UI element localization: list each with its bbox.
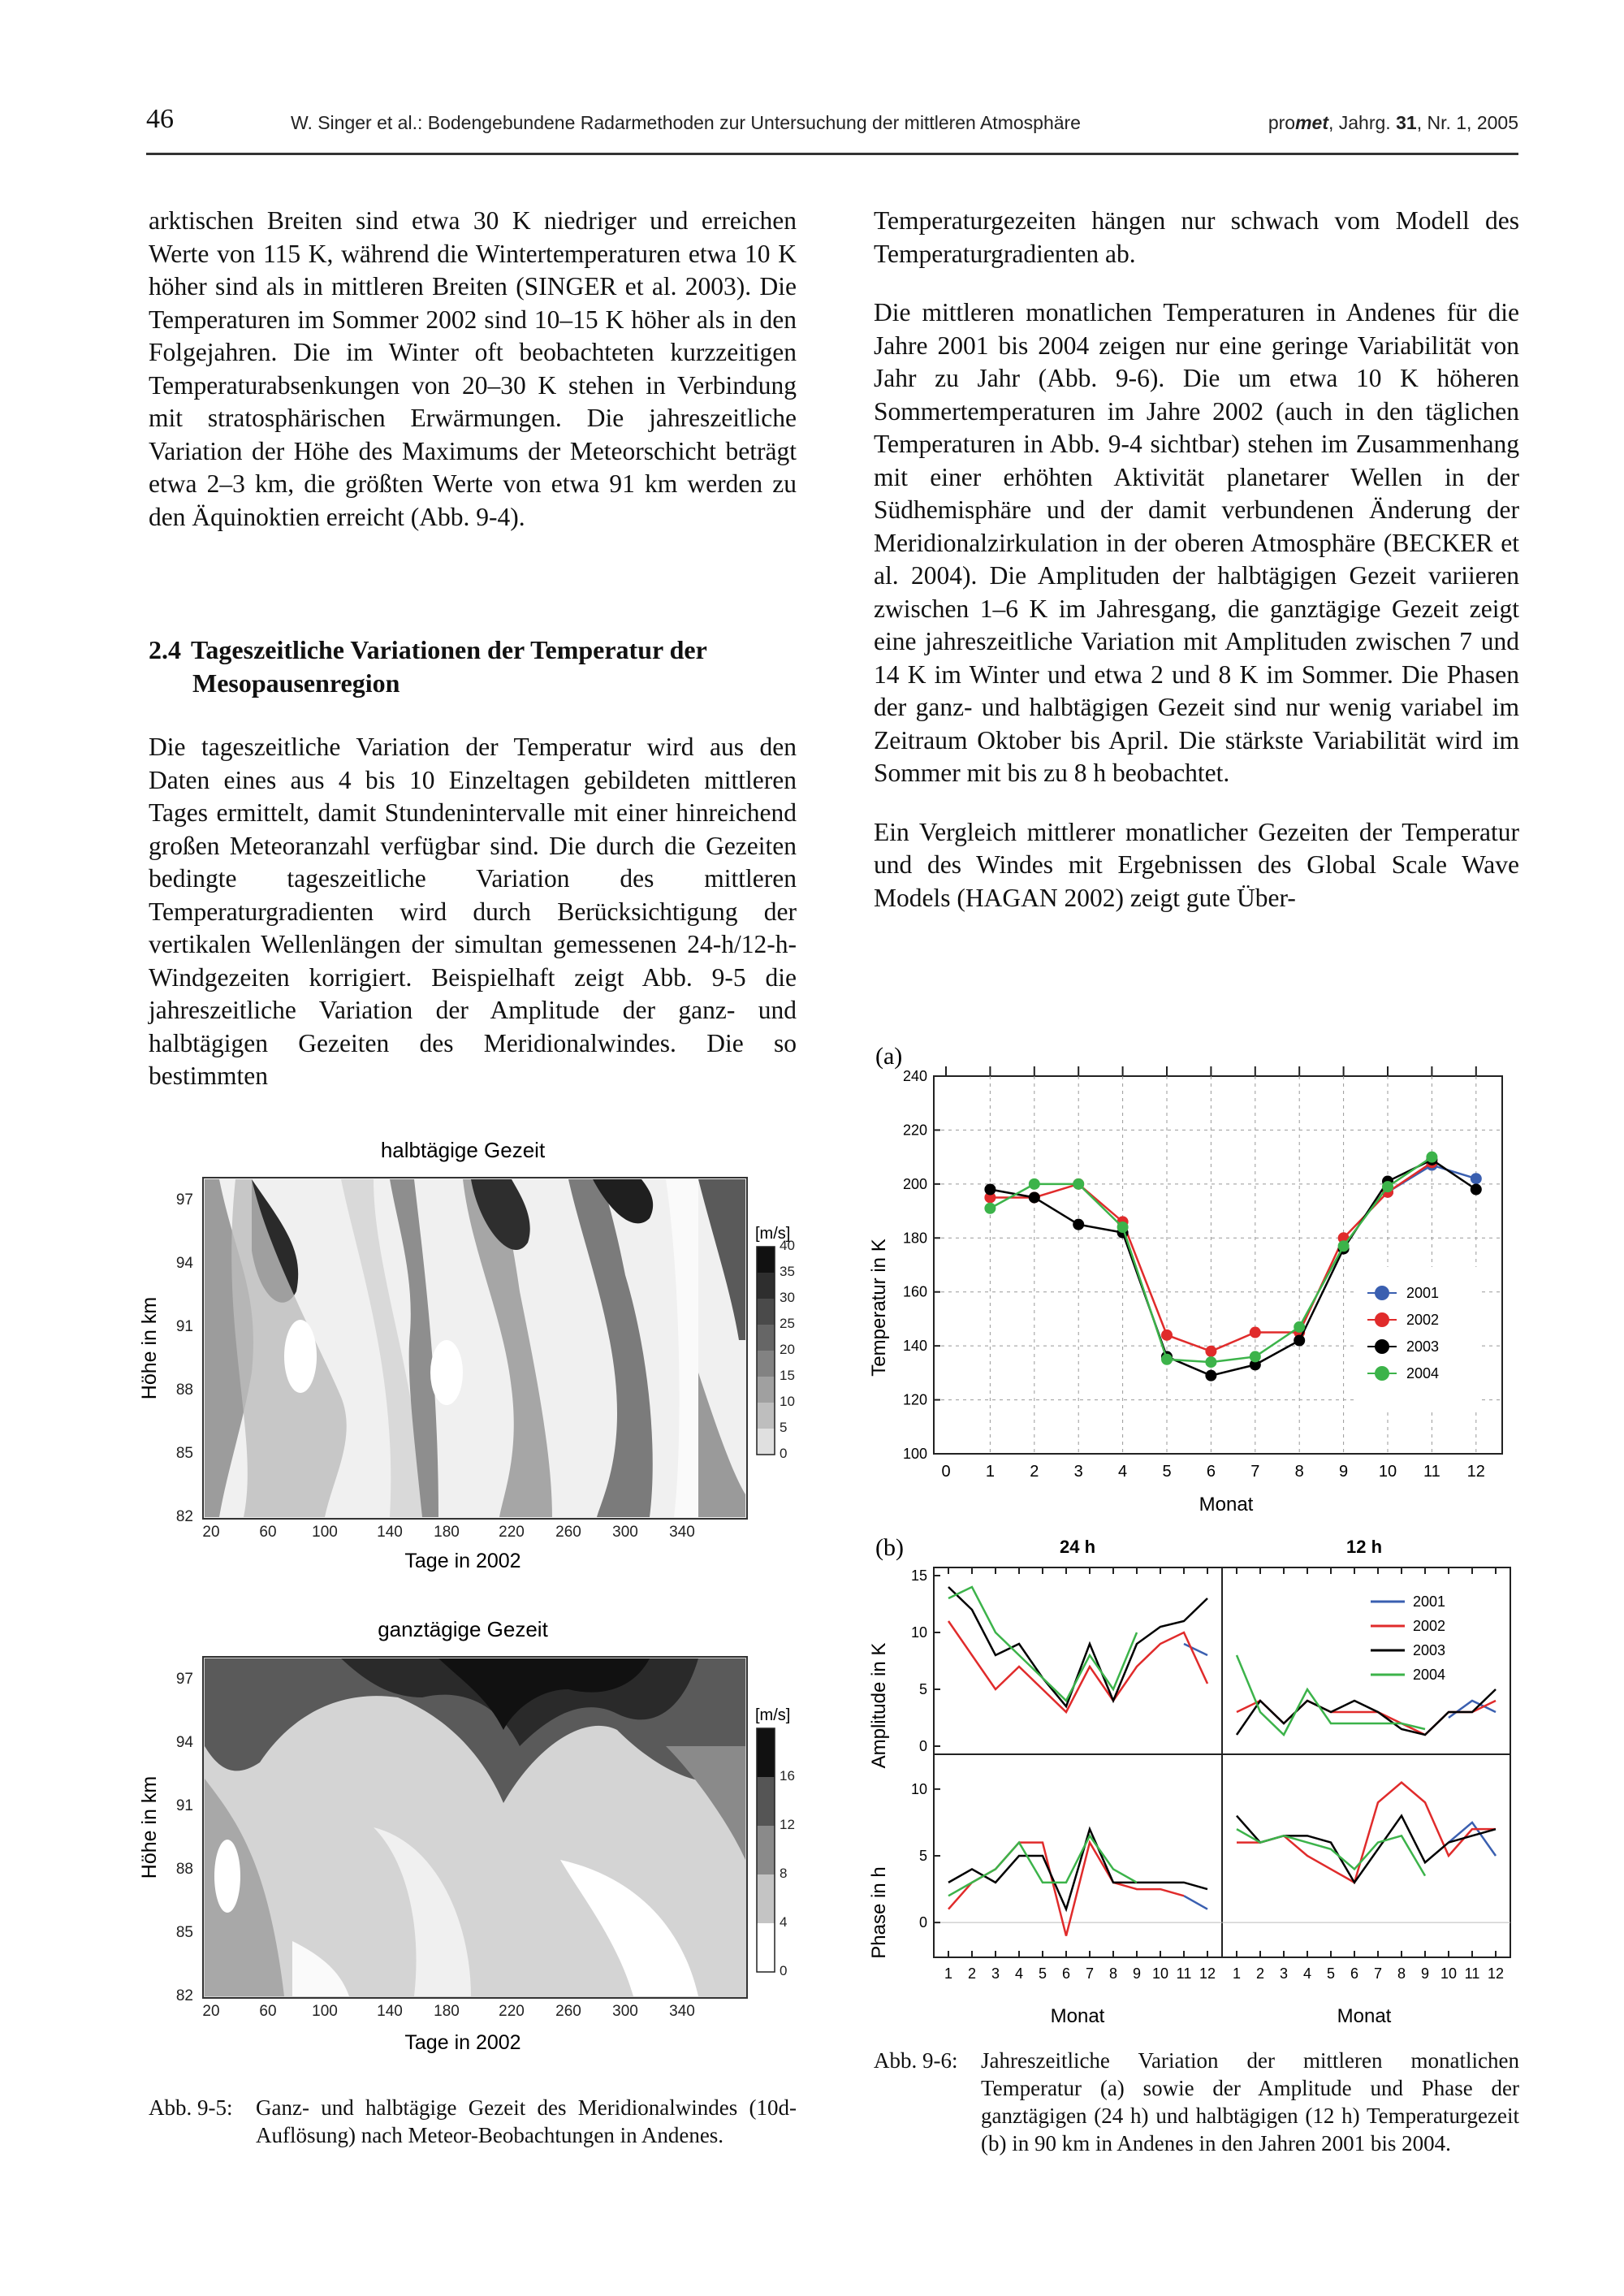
panel-a-ytick: 180 bbox=[902, 1230, 927, 1247]
panel-a-xtick: 11 bbox=[1423, 1463, 1440, 1481]
panel-b-ytick: 0 bbox=[918, 1914, 927, 1931]
page-header bbox=[146, 104, 1518, 155]
right-paragraph-2: Die mittleren monatlichen Temperaturen in Andenes für die Jahre 2001 bis 2004 zeigen nur eine geringe Variabilität von Jahr zu Jahr (Abb. 9-6). Die um etwa 10 K höheren Sommertemperaturen im Jahre 2002 (auch in den täglichen Temperaturen in Abb. 9-4 sichtbar) stehen im Zusammenhang mit einer erhöhten Aktivität planetarer Wellen in der Südhemisphäre und der damit verbundenen Änderung der Meridionalzirkulation in der oberen Atmosphäre (BECKER et al. 2004). Die Amplituden der halbtägigen Gezeit variieren zwischen 1–6 K im Jahresgang, die ganztägige Gezeit zeigt eine jahreszeitliche Variation mit Amplituden zwischen 7 und 14 K im Winter und etwa 2 und 8 K im Sommer. Die Phasen der ganz- und halbtägigen Gezeit sind nur wenig variabel im Zeitraum Oktober bis April. Die stärkste Variabilität wird im Sommer mit bis zu 8 h beobachtet. bbox=[874, 298, 1519, 787]
contour-top-xlabel: Tage in 2002 bbox=[404, 1550, 521, 1572]
series-2003-point bbox=[1294, 1335, 1305, 1347]
journal-info: promet, Jahrg. 31, Nr. 1, 2005 bbox=[1268, 112, 1518, 133]
panel-b-phase-ylabel: Phase in h bbox=[868, 1866, 890, 1959]
panel-a-legend bbox=[1358, 1267, 1479, 1409]
svg-text:85: 85 bbox=[175, 1924, 193, 1941]
series-2003-point bbox=[1471, 1184, 1482, 1196]
panel-b-xtick: 9 bbox=[1420, 1965, 1430, 1982]
series-2004-point bbox=[1029, 1178, 1040, 1190]
panel-a-xtick: 0 bbox=[941, 1463, 951, 1481]
series-2003-line bbox=[1237, 1816, 1496, 1883]
series-2004-point bbox=[984, 1203, 996, 1214]
series-2004-point bbox=[1073, 1178, 1084, 1190]
panel-a-ytick: 160 bbox=[902, 1283, 927, 1300]
panel-a-xtick: 3 bbox=[1073, 1463, 1083, 1481]
svg-text:97: 97 bbox=[175, 1191, 193, 1209]
panel-b-xlabel-left: Monat bbox=[1050, 2005, 1105, 2027]
panel-b-xtick: 3 bbox=[1279, 1965, 1289, 1982]
panel-a-ylabel: Temperatur in K bbox=[868, 1239, 890, 1377]
caption-9-5-label: Abb. 9-5: bbox=[149, 2095, 233, 2120]
panel-b-amp-ylabel: Amplitude in K bbox=[868, 1642, 890, 1769]
svg-text:2004: 2004 bbox=[1413, 1667, 1446, 1683]
panel-b-xtick: 7 bbox=[1085, 1965, 1095, 1982]
panel-b-ytick: 0 bbox=[918, 1738, 927, 1754]
series-2002-point bbox=[1205, 1346, 1216, 1357]
series-2004-line bbox=[948, 1587, 1137, 1701]
series-2004-point bbox=[1161, 1354, 1173, 1365]
svg-text:300: 300 bbox=[612, 1524, 638, 1541]
panel-a-xtick: 4 bbox=[1118, 1463, 1128, 1481]
panel-b-xtick: 5 bbox=[1326, 1965, 1336, 1982]
panel-b-xtick: 1 bbox=[944, 1965, 953, 1982]
series-2003-line bbox=[948, 1829, 1207, 1909]
panel-a-xtick: 5 bbox=[1162, 1463, 1172, 1481]
series-2004-point bbox=[1117, 1222, 1129, 1233]
contour-top-colorbar bbox=[755, 1225, 795, 1461]
panel-b-ytick: 15 bbox=[910, 1567, 927, 1584]
svg-text:97: 97 bbox=[175, 1671, 193, 1688]
figure-9-5-svg bbox=[130, 1129, 812, 2063]
section-title-line2: Mesopausenregion bbox=[192, 668, 400, 698]
series-2002-point bbox=[1250, 1327, 1261, 1338]
svg-text:30: 30 bbox=[780, 1290, 795, 1305]
series-2003-point bbox=[984, 1184, 996, 1196]
contour-bottom-xlabel: Tage in 2002 bbox=[404, 2031, 521, 2054]
svg-text:2002: 2002 bbox=[1413, 1618, 1446, 1634]
svg-text:5: 5 bbox=[780, 1420, 788, 1435]
panel-b-24h-title: 24 h bbox=[1059, 1537, 1096, 1557]
svg-text:260: 260 bbox=[555, 1524, 581, 1541]
figure-9-6 bbox=[861, 1040, 1527, 2030]
section-number: 2.4 bbox=[149, 635, 181, 664]
panel-b-xtick: 11 bbox=[1176, 1965, 1192, 1982]
series-2001-line bbox=[1184, 1896, 1207, 1909]
contour-top bbox=[138, 1138, 795, 1572]
panel-b-xtick: 10 bbox=[1440, 1965, 1458, 1982]
svg-text:20: 20 bbox=[202, 1524, 220, 1541]
panel-a-xtick: 9 bbox=[1339, 1463, 1349, 1481]
svg-text:20: 20 bbox=[202, 2003, 220, 2020]
panel-b-xtick: 6 bbox=[1061, 1965, 1071, 1982]
page-number: 46 bbox=[146, 104, 174, 134]
legend-a-2004-marker bbox=[1375, 1366, 1389, 1381]
panel-b-12h-title: 12 h bbox=[1345, 1537, 1383, 1557]
svg-text:82: 82 bbox=[175, 1987, 193, 2004]
section-title-line1: Tageszeitliche Variationen der Temperatur der bbox=[191, 635, 707, 664]
panel-b-ytick: 10 bbox=[910, 1780, 927, 1797]
svg-text:85: 85 bbox=[175, 1445, 193, 1462]
series-2004-point bbox=[1426, 1152, 1437, 1163]
contour-bottom-title: ganztägige Gezeit bbox=[378, 1617, 548, 1641]
panel-b-ytick: 5 bbox=[918, 1681, 927, 1697]
contour-bottom-ylabel: Höhe in km bbox=[138, 1775, 161, 1879]
panel-a-xlabel: Monat bbox=[1199, 1494, 1254, 1516]
svg-text:100: 100 bbox=[312, 2003, 338, 2020]
panel-a-ytick: 220 bbox=[902, 1122, 927, 1139]
panel-a-ytick: 140 bbox=[902, 1338, 927, 1355]
svg-text:[m/s]: [m/s] bbox=[755, 1225, 791, 1243]
caption-9-6-label: Abb. 9-6: bbox=[874, 2048, 958, 2073]
svg-text:15: 15 bbox=[780, 1368, 795, 1383]
series-2001-line bbox=[1449, 1823, 1496, 1856]
svg-text:25: 25 bbox=[780, 1316, 795, 1331]
panel-a-ytick: 120 bbox=[902, 1391, 927, 1408]
panel-b-xlabel-right: Monat bbox=[1337, 2005, 1392, 2027]
svg-text:260: 260 bbox=[555, 2003, 581, 2020]
legend-a-2002-marker bbox=[1375, 1312, 1389, 1327]
series-2004-point bbox=[1338, 1240, 1350, 1252]
svg-text:2003: 2003 bbox=[1406, 1338, 1440, 1355]
svg-text:20: 20 bbox=[780, 1342, 795, 1357]
series-2002-line bbox=[948, 1621, 1207, 1712]
series-2004-point bbox=[1382, 1181, 1393, 1192]
svg-text:60: 60 bbox=[259, 1524, 277, 1541]
series-2004-point bbox=[1294, 1321, 1305, 1333]
svg-text:91: 91 bbox=[175, 1318, 193, 1335]
panel-b-xtick: 2 bbox=[967, 1965, 977, 1982]
contour-bottom bbox=[138, 1617, 795, 2054]
series-2002-point bbox=[1161, 1330, 1173, 1341]
caption-9-5-text: Ganz- und halbtägige Gezeit des Meridionalwindes (10d-Auflösung) nach Meteor-Beobachtungen in Andenes. bbox=[256, 2095, 797, 2147]
panel-b-xtick: 10 bbox=[1151, 1965, 1169, 1982]
svg-text:2003: 2003 bbox=[1413, 1642, 1446, 1658]
caption-9-6-text: Jahreszeitliche Variation der mittleren monatlichen Temperatur (a) sowie der Amplitude und Phase der ganztägigen (24 h) und halbtägigen (12 h) Temperaturgezeit (b) in 90 km in Andenes in den Jahren 2001 bis 2004. bbox=[981, 2048, 1519, 2155]
svg-text:88: 88 bbox=[175, 1861, 193, 1878]
legend-a-2003-marker bbox=[1375, 1339, 1389, 1354]
figure-9-6-svg bbox=[861, 1040, 1527, 2030]
panel-a-xtick: 1 bbox=[985, 1463, 995, 1481]
panel-b-xtick: 4 bbox=[1014, 1965, 1024, 1982]
series-2004-line bbox=[1237, 1655, 1425, 1735]
series-2001-point bbox=[1471, 1173, 1482, 1184]
section-heading bbox=[149, 633, 797, 700]
caption-9-6 bbox=[874, 2047, 1519, 2185]
svg-text:10: 10 bbox=[780, 1394, 795, 1409]
svg-text:60: 60 bbox=[259, 2003, 277, 2020]
svg-text:2002: 2002 bbox=[1406, 1312, 1440, 1328]
svg-text:220: 220 bbox=[499, 1524, 525, 1541]
panel-b-xtick: 12 bbox=[1487, 1965, 1505, 1982]
panel-b-xtick: 4 bbox=[1302, 1965, 1312, 1982]
svg-text:94: 94 bbox=[175, 1255, 193, 1272]
figure-9-5 bbox=[130, 1129, 812, 2063]
panel-a-xtick: 7 bbox=[1250, 1463, 1260, 1481]
right-paragraph-3: Ein Vergleich mittlerer monatlicher Gezeiten der Temperatur und des Windes mit Ergebnissen des Global Scale Wave Models (HAGAN 2002) zeigt gute Über- bbox=[874, 817, 1519, 912]
panel-a-xtick: 6 bbox=[1206, 1463, 1216, 1481]
panel-b-xtick: 1 bbox=[1232, 1965, 1242, 1982]
contour-bottom-colorbar bbox=[755, 1706, 795, 1978]
svg-text:140: 140 bbox=[377, 2003, 403, 2020]
panel-a-xtick: 12 bbox=[1466, 1463, 1485, 1481]
panel-a-ytick: 200 bbox=[902, 1175, 927, 1192]
svg-text:100: 100 bbox=[312, 1524, 338, 1541]
svg-text:[m/s]: [m/s] bbox=[755, 1706, 791, 1724]
svg-text:94: 94 bbox=[175, 1734, 193, 1751]
svg-text:91: 91 bbox=[175, 1797, 193, 1814]
series-2003-point bbox=[1029, 1191, 1040, 1203]
series-2003-point bbox=[1205, 1370, 1216, 1381]
legend-a-2001-marker bbox=[1375, 1286, 1389, 1300]
svg-text:140: 140 bbox=[377, 1524, 403, 1541]
svg-text:0: 0 bbox=[780, 1446, 788, 1461]
svg-text:300: 300 bbox=[612, 2003, 638, 2020]
panel-b-xtick: 12 bbox=[1199, 1965, 1216, 1982]
svg-text:82: 82 bbox=[175, 1508, 193, 1525]
panel-b-xtick: 8 bbox=[1397, 1965, 1406, 1982]
panel-b-xtick: 9 bbox=[1132, 1965, 1142, 1982]
panel-a-ytick: 100 bbox=[902, 1446, 927, 1462]
panel-b-ytick: 10 bbox=[910, 1624, 927, 1641]
panel-b-xtick: 5 bbox=[1038, 1965, 1047, 1982]
svg-text:2001: 2001 bbox=[1406, 1285, 1440, 1301]
svg-text:180: 180 bbox=[434, 1524, 460, 1541]
right-column bbox=[874, 205, 1519, 940]
series-2004-point bbox=[1250, 1351, 1261, 1362]
svg-text:16: 16 bbox=[780, 1768, 795, 1784]
svg-text:340: 340 bbox=[669, 2003, 695, 2020]
svg-text:2004: 2004 bbox=[1406, 1365, 1440, 1381]
svg-text:88: 88 bbox=[175, 1381, 193, 1399]
caption-9-5 bbox=[149, 2094, 797, 2183]
svg-text:35: 35 bbox=[780, 1264, 795, 1279]
running-title: W. Singer et al.: Bodengebundene Radarmethoden zur Untersuchung der mittleren Atmosphäre bbox=[291, 112, 1081, 133]
svg-text:220: 220 bbox=[499, 2003, 525, 2020]
left-column bbox=[149, 205, 797, 560]
panel-a-label: (a) bbox=[875, 1043, 903, 1070]
left-paragraph-2: Die tageszeitliche Variation der Temperatur wird aus den Daten eines aus 4 bis 10 Einzeltagen gebildeten mittleren Tages ermittelt, damit Stundenintervalle mit einer hinreichend großen Meteoranzahl verfügbar sind. Die durch die Gezeiten bedingte tageszeitliche Variation des mittleren Temperaturgradienten wird durch Berücksichtigung der vertikalen Wellenlängen der simultan gemessenen 24-h/12-h-Windgezeiten korrigiert. Beispielhaft zeigt Abb. 9-5 die jahreszeitliche Variation der Amplitude der ganz- und halbtägigen Gezeiten des Meridionalwindes. Die so bestimmten bbox=[149, 733, 797, 1090]
panel-b-ytick: 5 bbox=[918, 1848, 927, 1864]
svg-text:8: 8 bbox=[780, 1866, 788, 1881]
panel-b-xtick: 7 bbox=[1373, 1965, 1383, 1982]
panel-a-ytick: 240 bbox=[902, 1068, 927, 1084]
panel-a-xtick: 10 bbox=[1378, 1463, 1397, 1481]
panel-b-xtick: 3 bbox=[991, 1965, 1000, 1982]
svg-text:40: 40 bbox=[780, 1238, 795, 1253]
panel-b-xtick: 11 bbox=[1464, 1965, 1480, 1982]
svg-text:4: 4 bbox=[780, 1914, 788, 1930]
svg-text:0: 0 bbox=[780, 1963, 788, 1978]
panel-a-xtick: 8 bbox=[1294, 1463, 1304, 1481]
contour-top-title: halbtägige Gezeit bbox=[380, 1138, 546, 1162]
left-paragraph-1: arktischen Breiten sind etwa 30 K niedriger und erreichen Werte von 115 K, während die Wintertemperaturen etwa 10 K höher sind als in mittleren Breiten (SINGER et al. 2003). Die Temperaturen im Sommer 2002 sind 10–15 K höher als in den Folgejahren. Die im Winter oft beobachteten kurzzeitigen Temperaturabsenkungen von 20–30 K stehen in Verbindung mit stratosphärischen Erwärmungen. Die jahreszeitliche Variation der Höhe des Maximums der Meteorschicht beträgt etwa 2–3 km, die größten Werte von etwa 91 km werden zu den Äquinoktien erreicht (Abb. 9-4). bbox=[149, 206, 797, 531]
series-2004-point bbox=[1205, 1356, 1216, 1368]
panel-b-xtick: 8 bbox=[1108, 1965, 1118, 1982]
contour-top-ylabel: Höhe in km bbox=[138, 1296, 161, 1400]
panel-b-label: (b) bbox=[875, 1534, 904, 1561]
panel-a-xtick: 2 bbox=[1030, 1463, 1039, 1481]
svg-text:12: 12 bbox=[780, 1817, 795, 1832]
series-2003-point bbox=[1073, 1219, 1084, 1230]
right-paragraph-1: Temperaturgezeiten hängen nur schwach vom Modell des Temperaturgradienten ab. bbox=[874, 206, 1519, 268]
svg-text:2001: 2001 bbox=[1413, 1593, 1446, 1610]
series-2001-line bbox=[1184, 1644, 1207, 1655]
panel-b-xtick: 6 bbox=[1350, 1965, 1359, 1982]
svg-text:180: 180 bbox=[434, 2003, 460, 2020]
panel-b-legend bbox=[1371, 1593, 1445, 1683]
panel-b-xtick: 2 bbox=[1255, 1965, 1265, 1982]
svg-text:340: 340 bbox=[669, 1524, 695, 1541]
series-2002-line bbox=[948, 1843, 1184, 1936]
